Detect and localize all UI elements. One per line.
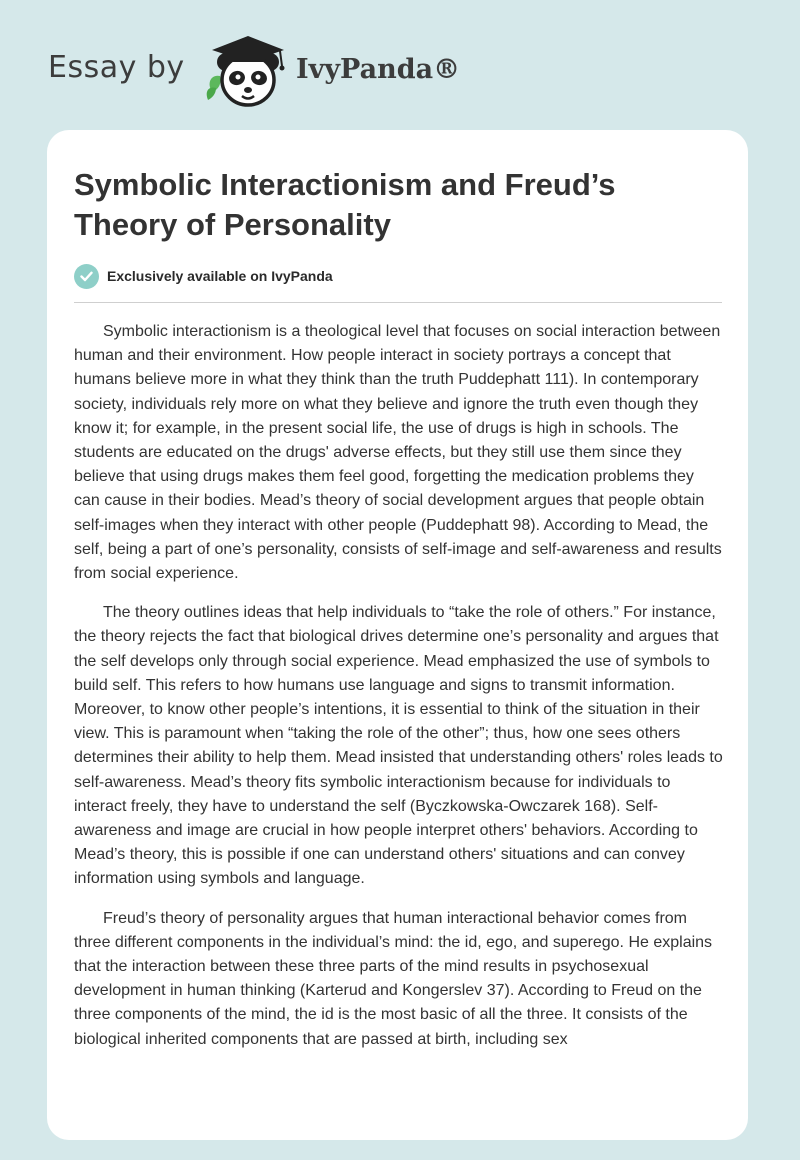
ivypanda-wordmark[interactable]: IvyPanda® [296, 54, 461, 85]
essay-paragraph: The theory outlines ideas that help individuals to “take the role of others.” For instance, the theory rejects the fact that biological drives determine one’s personality and argues that the self develops only through social experience. Mead emphasized the use of symbols to build self. This refers to how humans use language and signs to transmit information. Moreover, to know other people’s intentions, it is essential to think of the situation in their view. This is paramount when “taking the role of the other”; thus, how one sees others determines their ability to help them. Mead insisted that understanding others' roles leads to self-awareness. Mead’s theory fits symbolic interactionism because for individuals to interact freely, they have to understand the self (Byczkowska-Owczarek 168). Self-awareness and image are crucial in how people interpret others' behaviors. According to Mead’s theory, this is possible if one can understand others' situations and can convey information using symbols and language. [74, 604, 723, 888]
panda-graduate-icon [202, 30, 294, 110]
exclusive-badge [74, 263, 333, 289]
essay-by-label: Essay by [48, 50, 185, 85]
essay-paragraph: Symbolic interactionism is a theological level that focuses on social interaction between human and their environment. How people interact in society portrays a concept that humans believe more in what they think than the truth Puddephatt 111). In contemporary society, individuals rely more on what they believe and ignore the truth even though they know it; for example, in the present social life, the use of drugs is high in schools. The students are educated on the drugs' adverse effects, but they still use them since they believe that using drugs makes them feel good, forgetting the medication problems they can cause in their bodies. Mead’s theory of social development argues that people obtain self-images when they interact with other people (Puddephatt 98). According to Mead, the self, being a part of one’s personality, consists of self-image and self-awareness and results from social experience. [74, 323, 722, 583]
exclusive-badge-label: Exclusively available on IvyPanda [107, 268, 333, 284]
essay-paragraph: Freud’s theory of personality argues that human interactional behavior comes from three different components in the individual’s mind: the id, ego, and superego. He explains that the interaction between these three parts of the mind results in psychosexual development in human thinking (Karterud and Kongerslev 37). According to Freud on the three components of the mind, the id is the most basic of all the three. It consists of the biological inherited components that are passed at birth, including sex [74, 909, 713, 1048]
site-header [0, 0, 800, 120]
check-circle-icon [74, 264, 99, 289]
essay-card [47, 130, 748, 1140]
essay-body [74, 320, 724, 1067]
essay-title: Symbolic Interactionism and Freud’s Theory of Personality [74, 167, 616, 242]
title-divider [74, 302, 722, 303]
